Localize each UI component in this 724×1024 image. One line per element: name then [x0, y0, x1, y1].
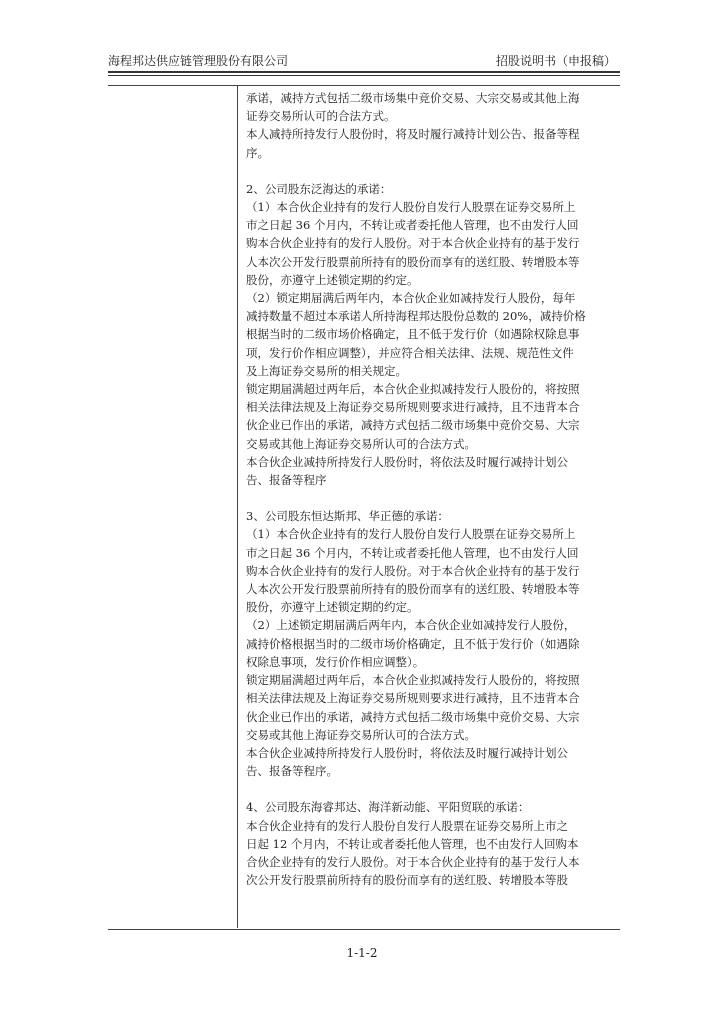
- text-line: 序。: [246, 145, 269, 160]
- text-line: 人本次公开发行股票前所持有的股份而享有的送红股、转增股本等: [246, 582, 580, 597]
- text-line: 股份，亦遵守上述锁定期的约定。: [246, 272, 419, 287]
- text-line: 减持数量不超过本承诺人所持海程邦达股份总数的 20%，减持价格: [246, 309, 586, 324]
- text-line: 锁定期届满超过两年后，本合伙企业拟减持发行人股份的，将按照: [246, 382, 580, 397]
- table-column-divider: [237, 85, 238, 928]
- text-line: 承诺，减持方式包括二级市场集中竞价交易、大宗交易或其他上海: [246, 91, 580, 105]
- text-line: 次公开发行股票前所持有的股份而享有的送红股、转增股本等股: [246, 873, 568, 888]
- text-line: 锁定期届满超过两年后，本合伙企业拟减持发行人股份的，将按照: [246, 673, 580, 688]
- text-line: 证券交易所认可的合法方式。: [246, 109, 396, 124]
- page-header: [108, 50, 620, 72]
- text-line: （1）本合伙企业持有的发行人股份自发行人股票在证券交易所上: [246, 200, 576, 215]
- text-line: 项，发行价作相应调整），并应符合相关法律、法规、规范性文件: [246, 345, 574, 360]
- company-name: 海程邦达供应链管理股份有限公司: [108, 54, 289, 68]
- text-line: 本人减持所持发行人股份时，将及时履行减持计划公告、报备等程: [246, 127, 580, 142]
- text-line: 及上海证券交易所的相关规定。: [246, 363, 407, 378]
- text-line: 交易或其他上海证券交易所认可的合法方式。: [246, 436, 476, 451]
- paragraph-block: [246, 180, 618, 489]
- text-line: 市之日起 36 个月内，不转让或者委托他人管理，也不由发行人回: [246, 218, 579, 233]
- text-line: 日起 12 个月内，不转让或者委托他人管理，也不由发行人回购本: [246, 836, 579, 851]
- text-line: 根据当时的二级市场价格确定，且不低于发行价（如遇除权除息事: [246, 327, 580, 342]
- paragraph-block: [246, 798, 618, 889]
- section-heading: 3、公司股东恒达斯邦、华正德的承诺：: [246, 509, 449, 524]
- text-line: 合伙企业持有的发行人股份。对于本合伙企业持有的基于发行人本: [246, 854, 580, 869]
- document-title: 招股说明书（申报稿）: [495, 54, 616, 68]
- text-line: 交易或其他上海证券交易所认可的合法方式。: [246, 727, 476, 742]
- text-line: 人本次公开发行股票前所持有的股份而享有的送红股、转增股本等: [246, 254, 580, 269]
- commitment-text: [246, 89, 618, 889]
- text-line: （2）上述锁定期届满后两年内，本合伙企业如减持发行人股份，: [246, 618, 576, 633]
- header-rule-thick: [108, 71, 620, 73]
- page-number: 1-1-2: [346, 946, 378, 960]
- header-rule-thin: [108, 75, 620, 76]
- text-line: 市之日起 36 个月内，不转让或者委托他人管理，也不由发行人回: [246, 545, 579, 560]
- text-line: 相关法律法规及上海证券交易所规则要求进行减持，且不违背本合: [246, 691, 580, 706]
- text-line: 减持价格根据当时的二级市场价格确定，且不低于发行价（如遇除: [246, 636, 580, 651]
- text-line: 本合伙企业减持所持发行人股份时，将依法及时履行减持计划公: [246, 454, 568, 469]
- paragraph-gap: [246, 162, 618, 180]
- text-line: 本合伙企业持有的发行人股份自发行人股票在证券交易所上市之: [246, 818, 568, 833]
- text-line: 告、报备等程序。: [246, 764, 338, 779]
- text-line: （2）锁定期届满后两年内，本合伙企业如减持发行人股份，每年: [246, 291, 576, 306]
- text-line: 购本合伙企业持有的发行人股份。对于本合伙企业持有的基于发行: [246, 236, 580, 251]
- text-line: 股份，亦遵守上述锁定期的约定。: [246, 600, 419, 615]
- paragraph-block: [246, 507, 618, 780]
- paragraph-block: [246, 89, 618, 162]
- text-line: 告、报备等程序: [246, 473, 327, 488]
- text-line: 伙企业已作出的承诺，减持方式包括二级市场集中竞价交易、大宗: [246, 709, 580, 724]
- paragraph-gap: [246, 489, 618, 507]
- text-line: 购本合伙企业持有的发行人股份。对于本合伙企业持有的基于发行: [246, 563, 580, 578]
- paragraph-gap: [246, 780, 618, 798]
- text-line: 权除息事项，发行价作相应调整）。: [246, 654, 425, 669]
- text-line: 本合伙企业减持所持发行人股份时，将依法及时履行减持计划公: [246, 745, 568, 760]
- section-heading: 4、公司股东海睿邦达、海洋新动能、平阳贸联的承诺：: [246, 800, 530, 815]
- text-line: 伙企业已作出的承诺，减持方式包括二级市场集中竞价交易、大宗: [246, 418, 580, 433]
- section-heading: 2、公司股东泛海达的承诺：: [246, 181, 392, 196]
- text-line: 相关法律法规及上海证券交易所规则要求进行减持，且不违背本合: [246, 400, 580, 415]
- text-line: （1）本合伙企业持有的发行人股份自发行人股票在证券交易所上: [246, 527, 576, 542]
